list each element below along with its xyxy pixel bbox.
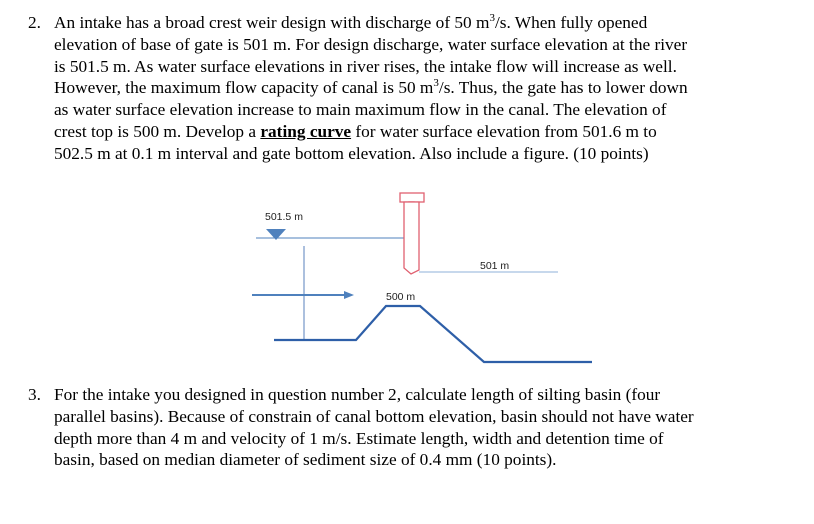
- gate-leaf: [404, 202, 419, 274]
- q2-line-7: 502.5 m at 0.1 m interval and gate bottom elevation. Also include a figure. (10 points): [54, 143, 649, 163]
- q2-line-5: as water surface elevation increase to main maximum flow in the canal. The elevation of: [54, 100, 667, 120]
- question-3-number: 3.: [28, 385, 41, 404]
- flow-arrow-head-icon: [344, 291, 354, 299]
- q2-line-6-text: crest top is 500 m. Develop a: [54, 121, 261, 141]
- q3-line-4: basin, based on median diameter of sediment size of 0.4 mm (10 points).: [54, 450, 557, 470]
- q3-line-1: For the intake you designed in question number 2, calculate length of silting basin (four: [54, 385, 661, 404]
- q2-line-1-text: An intake has a broad crest weir design with discharge of 50 m: [54, 13, 490, 32]
- q2-line-2: elevation of base of gate is 501 m. For design discharge, water surface elevation at the river: [54, 34, 688, 54]
- question-3-text: [54, 384, 694, 471]
- gate-handle: [400, 193, 424, 202]
- crest-elevation-label: 500 m: [386, 291, 416, 303]
- q2-line-4-end: /s. Thus, the gate has to lower down: [438, 78, 688, 98]
- q2-line-4-text: However, the maximum flow capacity of canal is 50 m: [54, 78, 434, 98]
- q2-line-6-end: for water surface elevation from 501.6 m to: [351, 121, 657, 141]
- river-wse-label: 501.5 m: [265, 211, 303, 223]
- q2-line-1-superscript: 3: [489, 12, 495, 25]
- q3-line-3: depth more than 4 m and velocity of 1 m/s. Estimate length, width and detention time of: [54, 428, 664, 448]
- q2-line-3: is 501.5 m. As water surface elevations in river rises, the intake flow will increase as well.: [54, 56, 677, 76]
- q3-line-2: parallel basins). Because of constrain of canal bottom elevation, basin should not have water: [54, 406, 694, 426]
- question-2-number: 2.: [28, 13, 41, 32]
- weir-bed-profile: [274, 306, 592, 362]
- rating-curve-emphasis: rating curve: [260, 121, 352, 141]
- gate-base-label: 501 m: [480, 260, 510, 272]
- q2-line-4-superscript: 3: [433, 77, 439, 90]
- q2-line-1-end: /s. When fully opened: [494, 13, 648, 32]
